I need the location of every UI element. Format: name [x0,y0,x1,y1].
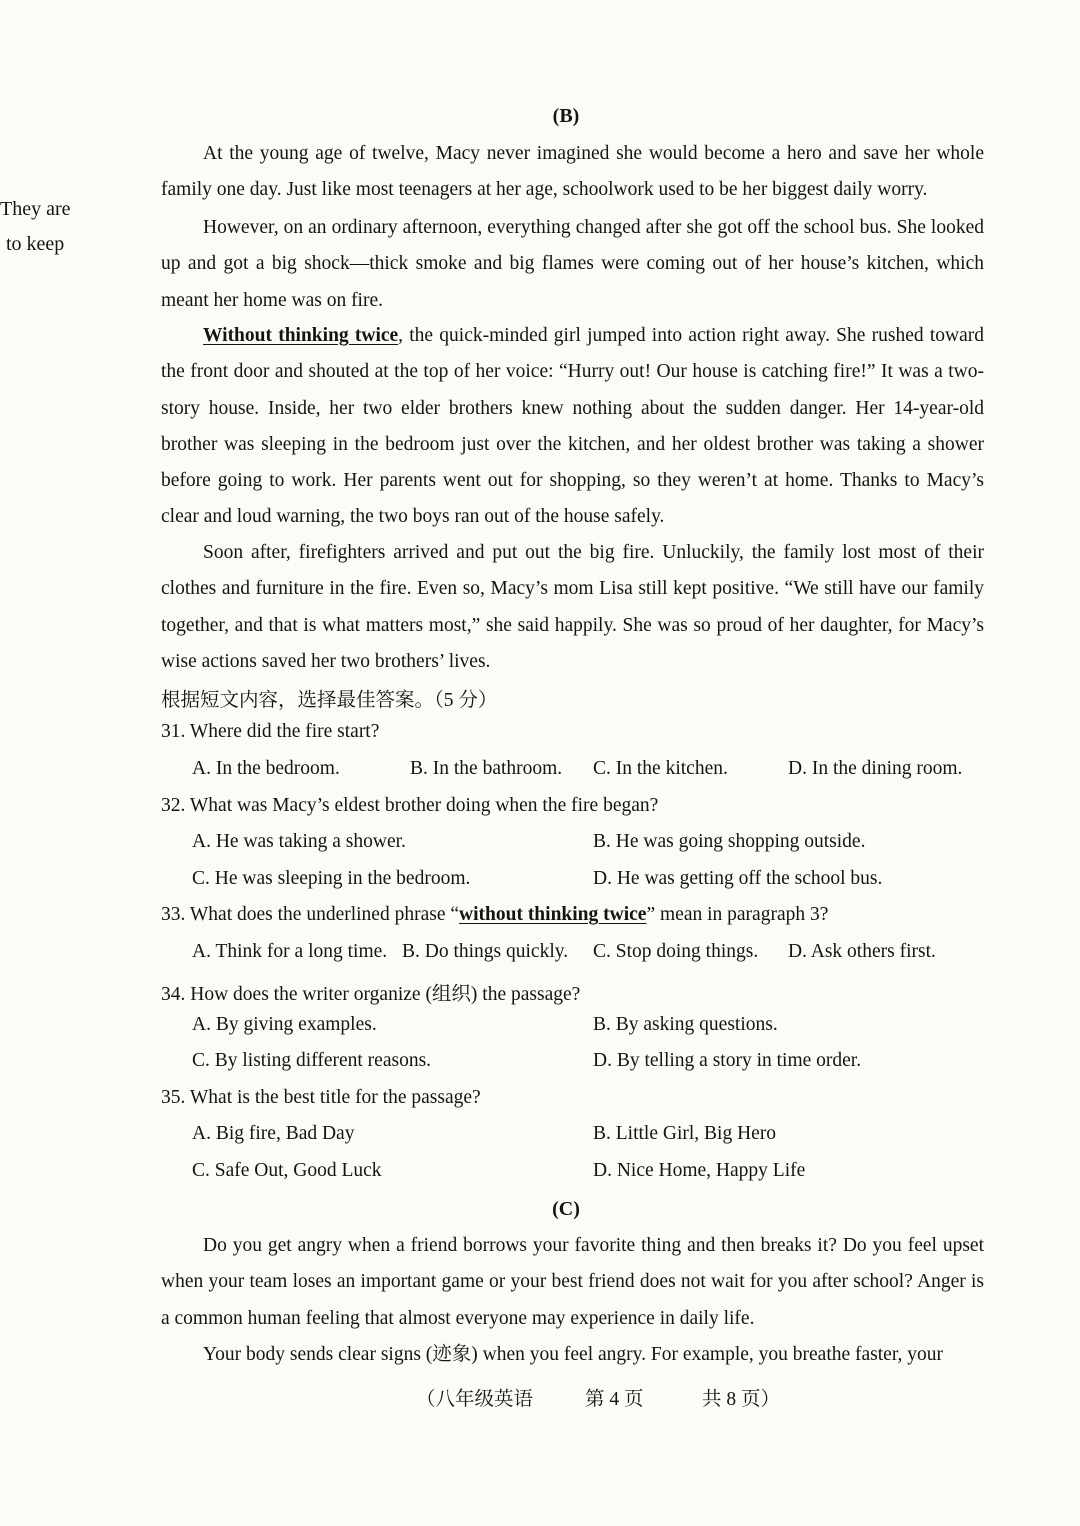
q34-option-c[interactable]: C. By listing different reasons. [192,1050,432,1071]
q34-option-a[interactable]: A. By giving examples. [192,1014,377,1035]
section-c-heading: (C) [552,1198,580,1220]
q32-option-b[interactable]: B. He was going shopping outside. [593,831,866,852]
question-33-stem [161,904,828,926]
q35-option-c[interactable]: C. Safe Out, Good Luck [192,1160,382,1181]
footer-total-pages: 共 8 页） [702,1389,781,1410]
question-34-stem: 34. How does the writer organize (组织) the passage? [161,984,581,1005]
q31-option-d[interactable]: D. In the dining room. [788,758,963,779]
q33-stem-end: ” mean in paragraph 3? [646,904,829,925]
q33-option-b[interactable]: B. Do things quickly. [402,941,569,962]
section-c-paragraph-1: Do you get angry when a friend borrows your favorite thing and then breaks it? Do you feel upset when your team loses an important game or your best friend does not wait for you after school? Anger is a common human feeling that almost everyone may experience in daily life. [161,1235,984,1329]
question-31-stem: 31. Where did the fire start? [161,721,380,742]
q32-option-a[interactable]: A. He was taking a shower. [192,831,406,852]
q33-option-a[interactable]: A. Think for a long time. [192,941,388,962]
underlined-phrase: Without thinking twice [203,325,399,346]
section-b-paragraph-3 [161,318,984,536]
q33-underlined-phrase: without thinking twice [459,904,647,925]
q33-option-c[interactable]: C. Stop doing things. [593,941,759,962]
section-b-paragraph-4: Soon after, firefighters arrived and put out the big fire. Unluckily, the family lost most of their clothes and furniture in the fire. Even so, Macy’s mom Lisa still kept positive. “We still have our family together, and that is what matters most,” she said happily. She was so proud of her daughter, for Macy’s wise actions saved her two brothers’ lives. [161,542,984,672]
q35-option-a[interactable]: A. Big fire, Bad Day [192,1123,355,1144]
left-edge-text-2: to keep [6,233,65,255]
left-edge-text-1: They are [0,198,71,220]
footer-subject: （八年级英语 [416,1389,534,1410]
q33-option-d[interactable]: D. Ask others first. [788,941,936,962]
instruction: 根据短文内容，选择最佳答案。（5 分） [161,690,498,711]
q32-option-d[interactable]: D. He was getting off the school bus. [593,868,883,889]
q34-option-d[interactable]: D. By telling a story in time order. [593,1050,862,1071]
q31-option-c[interactable]: C. In the kitchen. [593,758,728,779]
q35-option-b[interactable]: B. Little Girl, Big Hero [593,1123,777,1144]
q32-option-c[interactable]: C. He was sleeping in the bedroom. [192,868,471,889]
q31-option-a[interactable]: A. In the bedroom. [192,758,340,779]
question-32-stem: 32. What was Macy’s eldest brother doing when the fire began? [161,795,659,816]
section-c-paragraph-2: Your body sends clear signs (迹象) when you feel angry. For example, you breathe faster, your [203,1344,944,1365]
paragraph-3-text: , the quick-minded girl jumped into action right away. She rushed toward the front door and shouted at the top of her voice: “Hurry out! Our house is catching fire!” It was a two-story house. Inside, her two elder brothers knew nothing about the sudden danger. Her 14-year-old brother was sleeping in the bedroom just over the kitchen, and her oldest brother was taking a shower before going to work. Her parents went out for shopping, so they weren’t at home. Thanks to Macy’s clear and loud warning, the two boys ran out of the house safely. [161,325,984,528]
section-b-paragraph-1: At the young age of twelve, Macy never imagined she would become a hero and save her whole family one day. Just like most teenagers at her age, schoolwork used to be her biggest daily worry. [161,143,984,201]
footer-page-number: 第 4 页 [585,1389,644,1410]
section-b-paragraph-2: However, on an ordinary afternoon, everything changed after she got off the school bus. She looked up and got a big shock—thick smoke and big flames were coming out of her house’s kitchen, which meant her home was on fire. [161,217,984,311]
question-35-stem: 35. What is the best title for the passage? [161,1087,481,1108]
q33-stem-start: 33. What does the underlined phrase “ [161,904,460,925]
q34-option-b[interactable]: B. By asking questions. [593,1014,778,1035]
q31-option-b[interactable]: B. In the bathroom. [410,758,563,779]
section-b-heading: (B) [552,105,580,127]
q35-option-d[interactable]: D. Nice Home, Happy Life [593,1160,806,1181]
